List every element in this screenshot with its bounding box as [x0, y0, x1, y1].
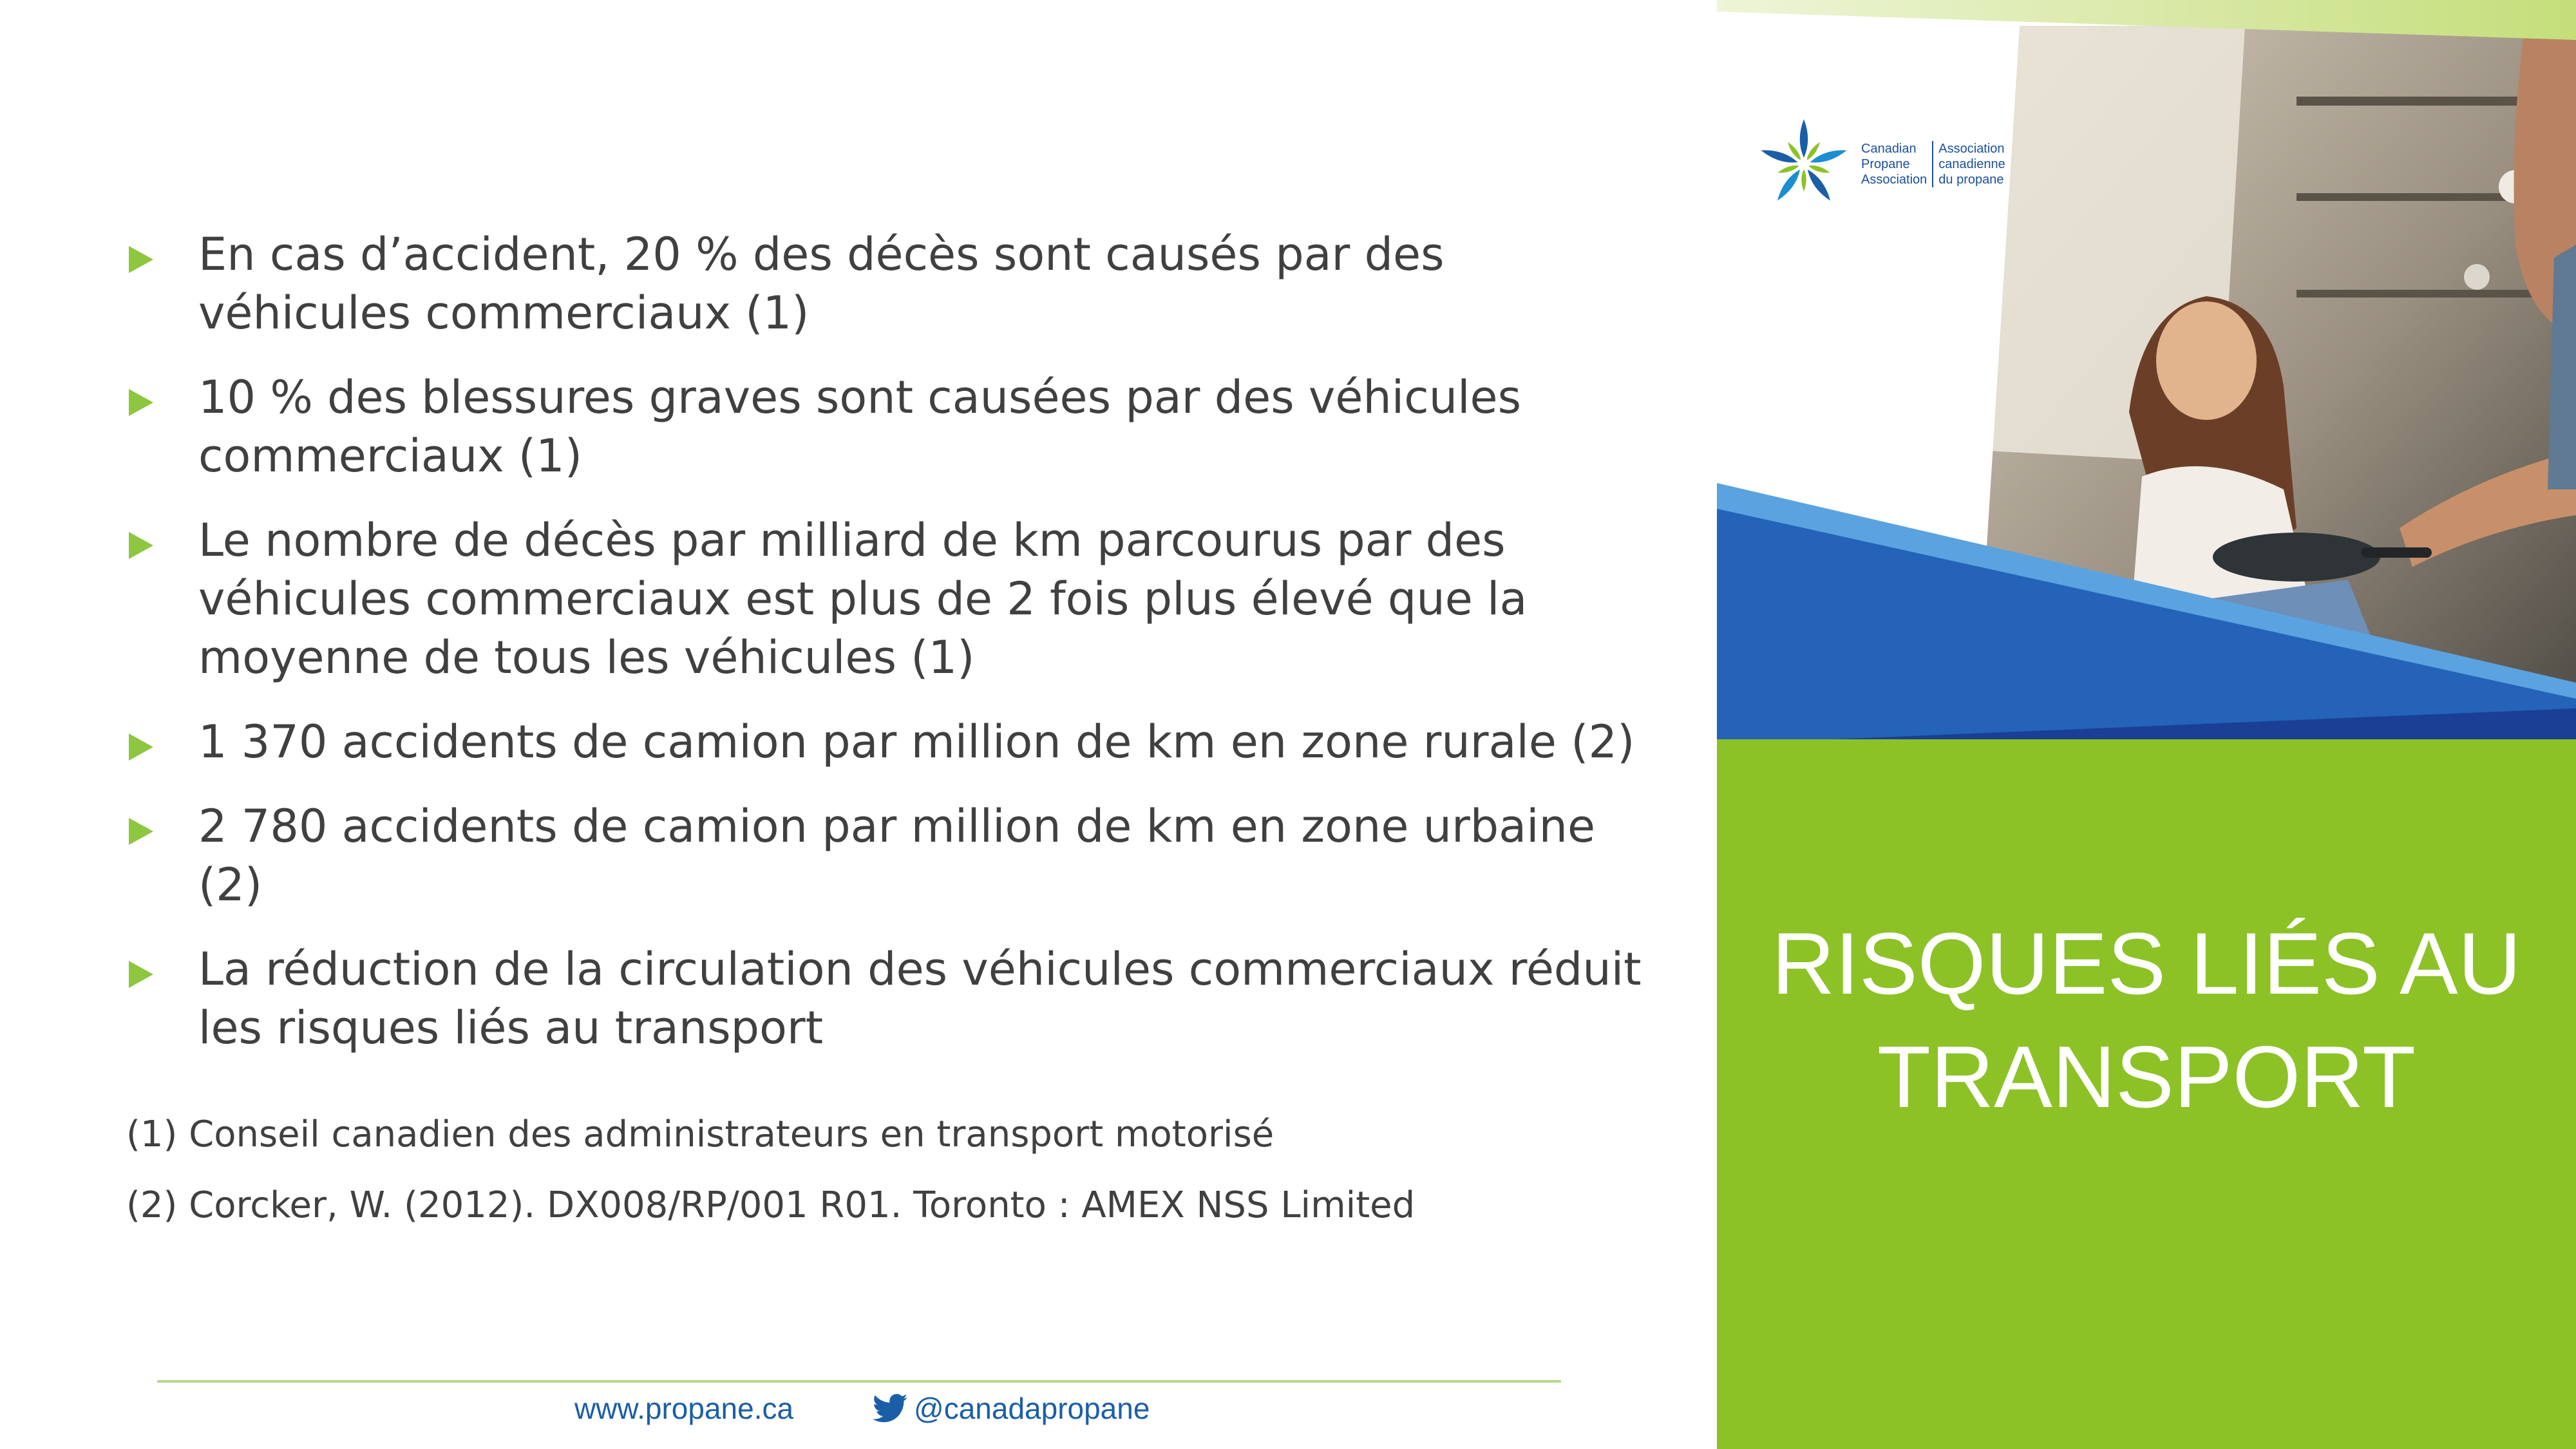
logo-text-line: du propane — [1938, 173, 2004, 187]
logo-text-line: Association — [1861, 173, 1927, 187]
logo-text-line: Association — [1938, 142, 2005, 156]
footer-divider — [157, 1380, 1561, 1383]
logo-text-line: Canadian — [1861, 142, 1917, 156]
website-link[interactable]: www.propane.ca — [574, 1392, 794, 1425]
references — [126, 1112, 1607, 1253]
logo-text-line: canadienne — [1938, 157, 2005, 171]
bullet-item: La réduction de la circulation des véhicules commerciaux réduit les risques liés au transport — [129, 940, 1649, 1057]
logo-english — [1856, 141, 1932, 187]
bullet-item: En cas d’accident, 20 % des décès sont causés par des véhicules commerciaux (1) — [129, 225, 1649, 343]
bullet-list — [129, 225, 1649, 1083]
title-line-2: TRANSPORT — [1877, 1028, 2416, 1126]
bullet-item: 10 % des blessures graves sont causées par des véhicules commerciaux (1) — [129, 368, 1649, 486]
title-background — [1717, 739, 2576, 1449]
title-line-1: RISQUES LIÉS AU — [1772, 914, 2521, 1012]
cpa-logo — [1756, 109, 2005, 219]
twitter-bird-icon — [873, 1394, 907, 1423]
bullet-item: 2 780 accidents de camion par million de km en zone urbaine (2) — [129, 797, 1649, 914]
logo-french — [1932, 141, 2010, 187]
twitter-link[interactable] — [873, 1391, 1150, 1426]
slide-title — [1717, 907, 2576, 1133]
reference-2: (2) Corcker, W. (2012). DX008/RP/001 R01. Toronto : AMEX NSS Limited — [126, 1184, 1416, 1226]
logo-text-line: Propane — [1861, 157, 1910, 171]
flower-logo-icon — [1756, 113, 1852, 216]
reference-1: (1) Conseil canadien des administrateurs en transport motorisé — [126, 1113, 1274, 1155]
bullet-item: Le nombre de décès par milliard de km parcourus par des véhicules commerciaux est plus de 2 fois plus élevé que la moyenne de tous les véhicules (1) — [129, 511, 1649, 687]
bullet-item: 1 370 accidents de camion par million de km en zone rurale (2) — [129, 713, 1649, 772]
logo-wordmark — [1856, 141, 2011, 187]
twitter-handle: @canadapropane — [914, 1392, 1150, 1425]
